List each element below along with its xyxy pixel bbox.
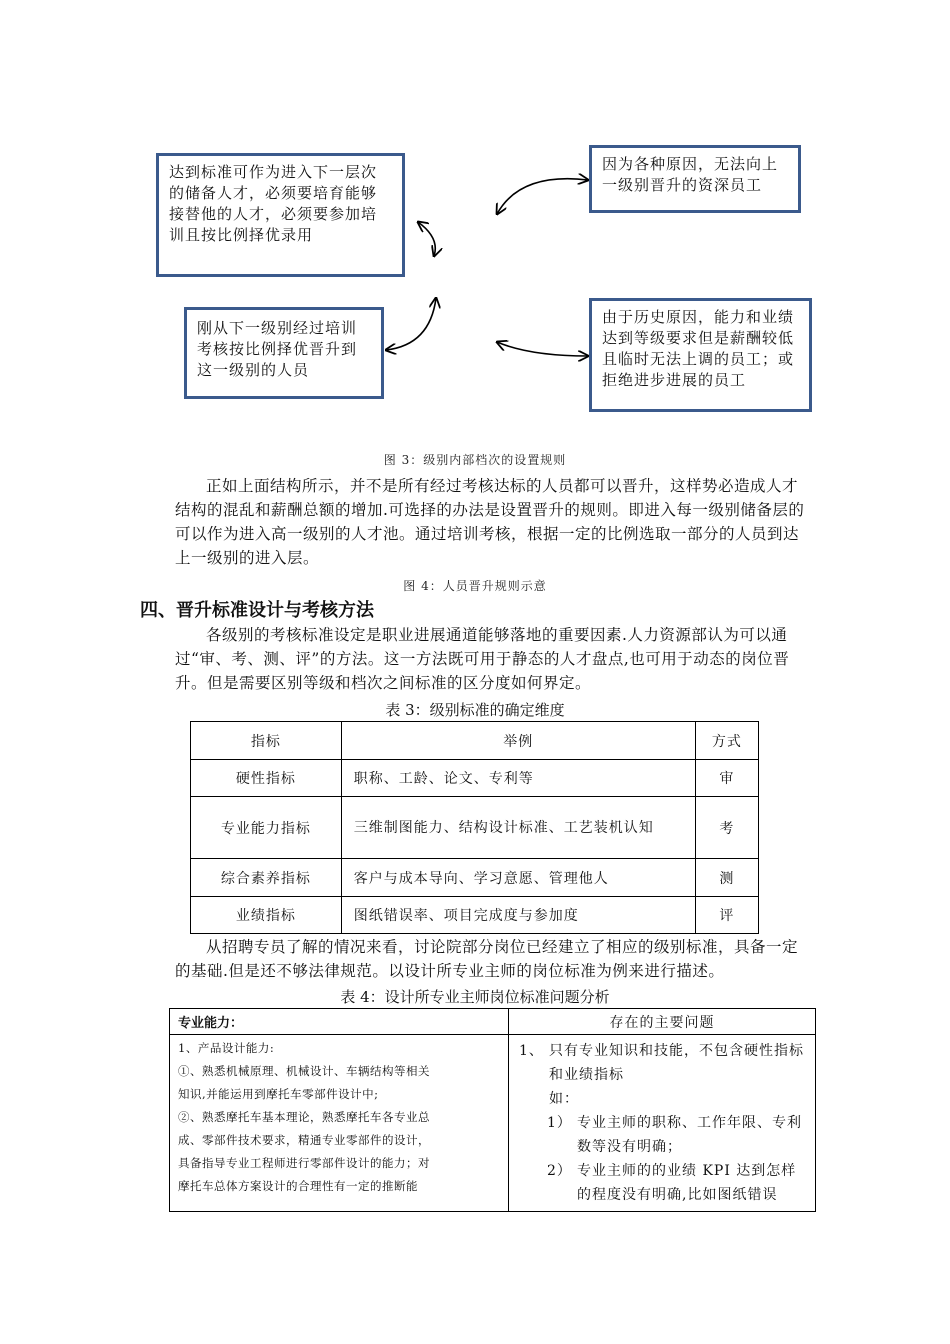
box-entry-layer: 刚从下一级别经过培训考核按比例择优晋升到这一级别的人员 — [184, 307, 384, 399]
table-3 — [190, 721, 759, 934]
left-line: 摩托车总体方案设计的合理性有一定的推断能 — [178, 1179, 418, 1193]
problem-subitem — [519, 1159, 805, 1207]
subitem-text: 专业主师的的业绩 KPI 达到怎样的程度没有明确,比如图纸错误 — [577, 1163, 797, 1203]
table-cell: 硬性指标 — [191, 760, 342, 797]
table-4 — [169, 1008, 816, 1212]
table-cell: 业绩指标 — [191, 897, 342, 934]
table-row — [191, 859, 759, 897]
paragraph-assessment: 各级别的考核标准设定是职业进展通道能够落地的重要因素.人力资源部认为可以通过“审、考、测、评”的方法。这一方法既可用于静态的人才盘点,也可用于动态的岗位晋升。但是需要区别等级和档次之间标准的区分度如何界定。 — [175, 626, 790, 692]
paragraph-promotion-rules: 正如上面结构所示，并不是所有经过考核达标的人员都可以晋升，这样势必造成人才结构的混乱和薪酬总额的增加.可选择的办法是设置晋升的规则。即进入每一级别储备层的可以作为进入高一级别的人才池。通过培训考核，根据一定的比例选取一部分的人员到达上一级别的进入层。 — [175, 477, 805, 567]
table-cell: 图纸错误率、项目完成度与参加度 — [341, 897, 695, 934]
table-4-right-header: 存在的主要问题 — [509, 1009, 816, 1035]
table-4-caption: 表 4：设计所专业主师岗位标准问题分析 — [340, 988, 610, 1006]
table-row — [191, 897, 759, 934]
table-cell: 测 — [695, 859, 758, 897]
item-example-label: 如： — [549, 1091, 579, 1107]
problem-subitem — [519, 1111, 805, 1159]
subitem-number: 1） — [547, 1115, 572, 1131]
table-cell: 客户与成本导向、学习意愿、管理他人 — [341, 859, 695, 897]
subitem-text: 专业主师的职称、工作年限、专利数等没有明确； — [577, 1115, 802, 1155]
arrow-reserve — [418, 222, 435, 256]
box-low-pay-staff: 由于历史原因，能力和业绩达到等级要求但是薪酬较低且临时无法上调的员工；或拒绝进步进展的员工 — [589, 298, 812, 412]
left-line: 成、零部件技术要求，精通专业零部件的设计， — [178, 1133, 430, 1147]
arrow-entry — [386, 298, 436, 350]
table-4-left-cell — [170, 1035, 509, 1212]
diagram-arrows — [0, 0, 950, 450]
table-cell: 职称、工龄、论文、专利等 — [341, 760, 695, 797]
arrow-low-pay — [497, 342, 588, 356]
left-line: 知识,并能运用到摩托车零部件设计中; — [178, 1087, 379, 1101]
box-reserve-layer: 达到标准可作为进入下一层次的储备人才，必须要培育能够接替他的人才，必须要参加培训且按比例择优录用 — [156, 153, 405, 277]
box-senior-staff: 因为各种原因，无法向上一级别晋升的资深员工 — [589, 145, 801, 213]
left-line: ②、熟悉摩托车基本理论，熟悉摩托车各专业总 — [178, 1110, 430, 1124]
table-row — [191, 797, 759, 859]
left-line: 具备指导专业工程师进行零部件设计的能力；对 — [178, 1156, 430, 1170]
paragraph-recruitment: 从招聘专员了解的情况来看，讨论院部分岗位已经建立了相应的级别标准，具备一定的基础.但是还不够法律规范。以设计所专业主师的岗位标准为例来进行描述。 — [175, 938, 799, 980]
table-cell: 三维制图能力、结构设计标准、工艺装机认知 — [341, 797, 695, 859]
table-cell: 评 — [695, 897, 758, 934]
table-header: 指标 — [191, 722, 342, 760]
figure-3-caption: 图 3：级别内部档次的设置规则 — [383, 453, 567, 467]
table-row — [170, 1035, 816, 1212]
figure-4-caption: 图 4：人员晋升规则示意 — [403, 579, 547, 593]
table-cell: 考 — [695, 797, 758, 859]
item-number: 1、 — [519, 1043, 544, 1059]
table-4-right-cell — [509, 1035, 816, 1212]
table-3-caption: 表 3：级别标准的确定维度 — [385, 701, 565, 719]
table-cell: 专业能力指标 — [191, 797, 342, 859]
problem-item — [519, 1039, 805, 1087]
table-header: 举例 — [341, 722, 695, 760]
table-row — [170, 1009, 816, 1035]
table-4-left-header: 专业能力： — [170, 1009, 509, 1035]
subitem-number: 2） — [547, 1163, 572, 1179]
item-text: 只有专业知识和技能，不包含硬性指标和业绩指标 — [549, 1043, 804, 1083]
left-line: 1、产品设计能力: — [178, 1041, 275, 1055]
table-cell: 综合素养指标 — [191, 859, 342, 897]
arrow-senior — [497, 179, 588, 214]
table-row — [191, 760, 759, 797]
table-cell: 审 — [695, 760, 758, 797]
table-row — [191, 722, 759, 760]
table-header: 方式 — [695, 722, 758, 760]
left-line: ①、熟悉机械原理、机械设计、车辆结构等相关 — [178, 1064, 430, 1078]
section-4-heading: 四、晋升标准设计与考核方法 — [140, 600, 374, 621]
